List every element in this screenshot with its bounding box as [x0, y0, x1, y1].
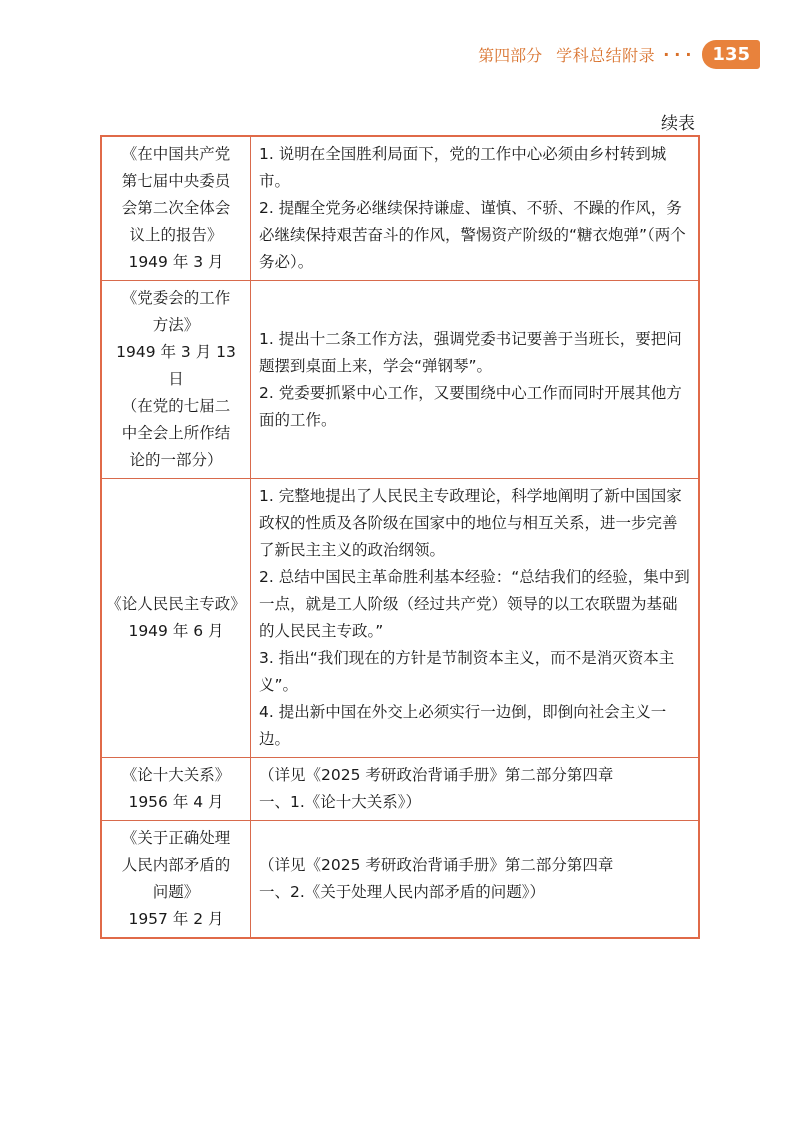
table-row [101, 281, 699, 479]
table-row [101, 758, 699, 821]
title-cell [101, 821, 251, 939]
title-line: 1949 年 3 月 13 日 [116, 343, 236, 388]
title-line: 《党委会的工作 [121, 289, 231, 307]
table-row [101, 821, 699, 939]
summary-table [100, 135, 700, 939]
content-line: 2. 党委要抓紧中心工作，又要围绕中心工作而同时开展其他方面的工作。 [259, 383, 682, 429]
title-line: 1956 年 4 月 [128, 793, 224, 811]
table-row [101, 479, 699, 758]
title-line: 1949 年 3 月 [128, 253, 224, 271]
title-line: 人民内部矛盾的 [121, 856, 231, 874]
title-line: 会第二次全体会 [121, 199, 231, 217]
content-line: 一、2.《关于处理人民内部矛盾的问题》） [259, 883, 546, 901]
content-line: 1. 提出十二条工作方法，强调党委书记要善于当班长，要把问题摆到桌面上来，学会“弹钢琴”。 [259, 329, 682, 375]
content-cell [251, 281, 700, 479]
title-cell [101, 281, 251, 479]
content-line: 2. 提醒全党务必继续保持谦虚、谨慎、不骄、不躁的作风，务必继续保持艰苦奋斗的作风，警惕资产阶级的“糖衣炮弹”（两个务必）。 [259, 199, 686, 271]
content-line: 1. 完整地提出了人民民主专政理论，科学地阐明了新中国国家政权的性质及各阶级在国家中的地位与相互关系，进一步完善了新民主主义的政治纲领。 [259, 487, 682, 559]
title-line: 《论十大关系》 [121, 766, 231, 784]
header-dots: ··· [663, 45, 697, 64]
content-line: 3. 指出“我们现在的方针是节制资本主义，而不是消灭资本主义”。 [259, 649, 675, 694]
title-line: 中全会上所作结 [121, 424, 231, 442]
content-cell [251, 758, 700, 821]
content-cell [251, 821, 700, 939]
title-cell [101, 758, 251, 821]
title-line: 《论人民民主专政》 [106, 595, 246, 613]
part-label: 第四部分 [478, 46, 543, 65]
title-line: 论的一部分） [129, 451, 223, 469]
page-header [478, 40, 760, 69]
page-number: 135 [702, 40, 760, 69]
table-row [101, 136, 699, 281]
content-line: 一、1.《论十大关系》） [259, 793, 422, 811]
content-line: 1. 说明在全国胜利局面下，党的工作中心必须由乡村转到城市。 [259, 145, 667, 190]
subject-label: 学科总结附录 [556, 46, 656, 65]
title-line: 1949 年 6 月 [128, 622, 224, 640]
content-cell [251, 136, 700, 281]
content-line: 4. 提出新中国在外交上必须实行一边倒，即倒向社会主义一边。 [259, 703, 667, 748]
continued-label: 续表 [661, 114, 695, 134]
title-cell [101, 479, 251, 758]
title-line: （在党的七届二 [121, 397, 231, 415]
title-line: 1957 年 2 月 [128, 910, 224, 928]
content-line: （详见《2025 考研政治背诵手册》第二部分第四章 [259, 856, 614, 874]
title-cell [101, 136, 251, 281]
title-line: 方法》 [152, 316, 200, 334]
title-line: 《在中国共产党 [121, 145, 231, 163]
content-line: （详见《2025 考研政治背诵手册》第二部分第四章 [259, 766, 614, 784]
content-line: 2. 总结中国民主革命胜利基本经验：“总结我们的经验，集中到一点，就是工人阶级（经过共产党）领导的以工农联盟为基础的人民民主专政。” [259, 568, 690, 640]
title-line: 《关于正确处理 [121, 829, 231, 847]
title-line: 议上的报告》 [129, 226, 223, 244]
content-cell [251, 479, 700, 758]
title-line: 第七届中央委员 [121, 172, 231, 190]
title-line: 问题》 [152, 883, 200, 901]
